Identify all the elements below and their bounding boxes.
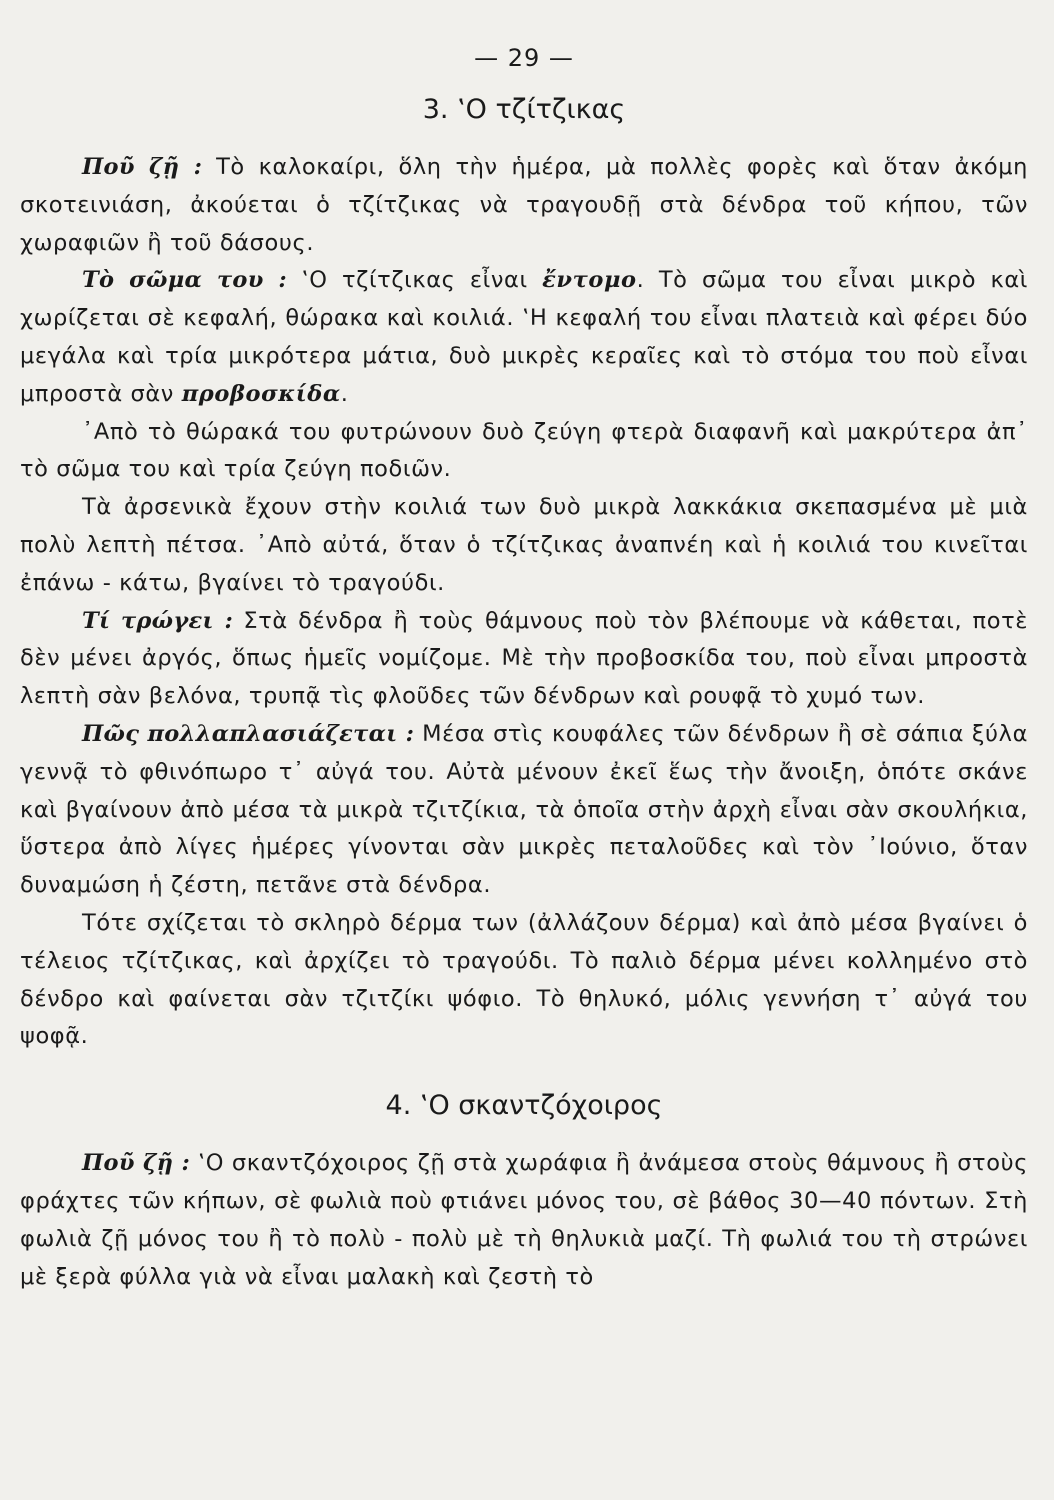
paragraph-habitat <box>20 149 1028 262</box>
paragraph-body <box>20 262 1028 413</box>
section-cicada <box>20 94 1028 1056</box>
paragraph-wings <box>20 414 1028 490</box>
paragraph-text: . <box>340 380 349 407</box>
paragraph-text: Τὰ ἀρσενικὰ ἔχουν στὴν κοιλιά των δυὸ μικρὰ λακκάκια σκεπασμένα μὲ μιὰ πολὺ λεπτὴ πέτσα. ᾽Απὸ αὐτά, ὅταν ὁ τζίτζικας ἀναπνέη καὶ ἡ κοιλιά του κινεῖται ἐπάνω - κάτω, βγαίνει τὸ τραγούδι. <box>20 494 1028 596</box>
paragraph-lead: Πῶς πολλαπλασιάζεται : <box>82 720 415 747</box>
section-title: 3. ‛Ο τζίτζικας <box>422 94 626 125</box>
paragraph-lead: Τὸ σῶμα του : <box>82 267 288 294</box>
section-hedgehog <box>20 1090 1028 1296</box>
paragraph-lead: Τί τρώγει : <box>82 607 234 634</box>
paragraph-text: ᾽Απὸ τὸ θώρακά του φυτρώνουν δυὸ ζεύγη φτερὰ διαφανῆ καὶ μακρύτερα ἀπ᾽ τὸ σῶμα του καὶ τρία ζεύγη ποδιῶν. <box>20 418 1028 483</box>
section-title: 4. ‛Ο σκαντζόχοιρος <box>385 1090 663 1122</box>
page-number: — 29 — <box>474 44 574 72</box>
emphasized-term: προβοσκίδα <box>181 380 341 407</box>
paragraph-molting <box>20 905 1028 1056</box>
paragraph-text: ‛Ο σκαντζόχοιρος ζῇ στὰ χωράφια ἢ ἀνάμεσα στοὺς θάμνους ἢ στοὺς φράχτες τῶν κήπων, σὲ φωλιὰ ποὺ φτιάνει μόνος του, σὲ βάθος 30—40 πόντων. Στὴ φωλιὰ ζῇ μόνος του ἢ τὸ πολὺ - πολὺ μὲ τὴ θηλυκιὰ μαζί. Τὴ φωλιά του τὴ στρώνει μὲ ξερὰ φύλλα γιὰ νὰ εἶναι μαλακὴ καὶ ζεστὴ τὸ <box>20 1150 1028 1290</box>
paragraph-text: ‛Ο τζίτζικας εἶναι <box>287 267 543 294</box>
paragraph-lead: Ποῦ ζῇ : <box>82 1150 191 1177</box>
paragraph-text: Στὰ δένδρα ἢ τοὺς θάμνους ποὺ τὸν βλέπουμε νὰ κάθεται, ποτὲ δὲν μένει ἀργός, ὅπως ἡμεῖς νομίζομε. Μὲ τὴν προβοσκίδα του, ποὺ εἶναι μπροστὰ λεπτὴ σὰν βελόνα, τρυπᾷ τὶς φλοῦδες τῶν δένδρων καὶ ρουφᾷ τὸ χυμό των. <box>20 607 1028 710</box>
paragraph-text: . Τὸ σῶμα του εἶναι μικρὸ καὶ χωρίζεται σὲ κεφαλή, θώρακα καὶ κοιλιά. ‛Η κεφαλή του εἶναι πλατειὰ καὶ φέρει δύο μεγάλα καὶ τρία μικρότερα μάτια, δυὸ μικρὲς κεραῖες καὶ τὸ στόμα του ποὺ εἶναι μπροστὰ σὰν <box>20 267 1028 407</box>
paragraph-habitat <box>20 1145 1028 1296</box>
emphasized-term: ἔντομο <box>542 267 637 294</box>
paragraph-text: Τὸ καλοκαίρι, ὅλη τὴν ἡμέρα, μὰ πολλὲς φορὲς καὶ ὅταν ἀκόμη σκοτεινιάση, ἀκούεται ὁ τζίτζικας νὰ τραγουδῇ στὰ δένδρα τοῦ κήπου, τῶν χωραφιῶν ἢ τοῦ δάσους. <box>20 154 1028 256</box>
paragraph-food <box>20 603 1028 716</box>
paragraph-text: Μέσα στὶς κουφάλες τῶν δένδρων ἢ σὲ σάπια ξύλα γεννᾷ τὸ φθινόπωρο τ᾽ αὐγά του. Αὐτὰ μένουν ἐκεῖ ἕως τὴν ἄνοιξη, ὁπότε σκάνε καὶ βγαίνουν ἀπὸ μέσα τὰ μικρὰ τζιτζίκια, τὰ ὁποῖα στὴν ἀρχὴ εἶναι σὰν σκουλήκια, ὕστερα ἀπὸ λίγες ἡμέρες γίνονται σὰν μικρὲς πεταλοῦδες καὶ τὸν ᾽Ιούνιο, ὅταν δυναμώση ἡ ζέστη, πετᾶνε στὰ δένδρα. <box>20 720 1028 899</box>
paragraph-lead: Ποῦ ζῇ : <box>82 154 203 180</box>
paragraph-song <box>20 489 1028 602</box>
paragraph-text: Τότε σχίζεται τὸ σκληρὸ δέρμα των (ἀλλάζουν δέρμα) καὶ ἀπὸ μέσα βγαίνει ὁ τέλειος τζίτζικας, καὶ ἀρχίζει τὸ τραγούδι. Τὸ παλιὸ δέρμα μένει κολλημένο στὸ δένδρο καὶ φαίνεται σὰν τζιτζίκι ψόφιο. Τὸ θηλυκό, μόλις γεννήση τ᾽ αὐγά του ψοφᾷ. <box>20 909 1028 1050</box>
paragraph-reproduction <box>20 716 1028 905</box>
